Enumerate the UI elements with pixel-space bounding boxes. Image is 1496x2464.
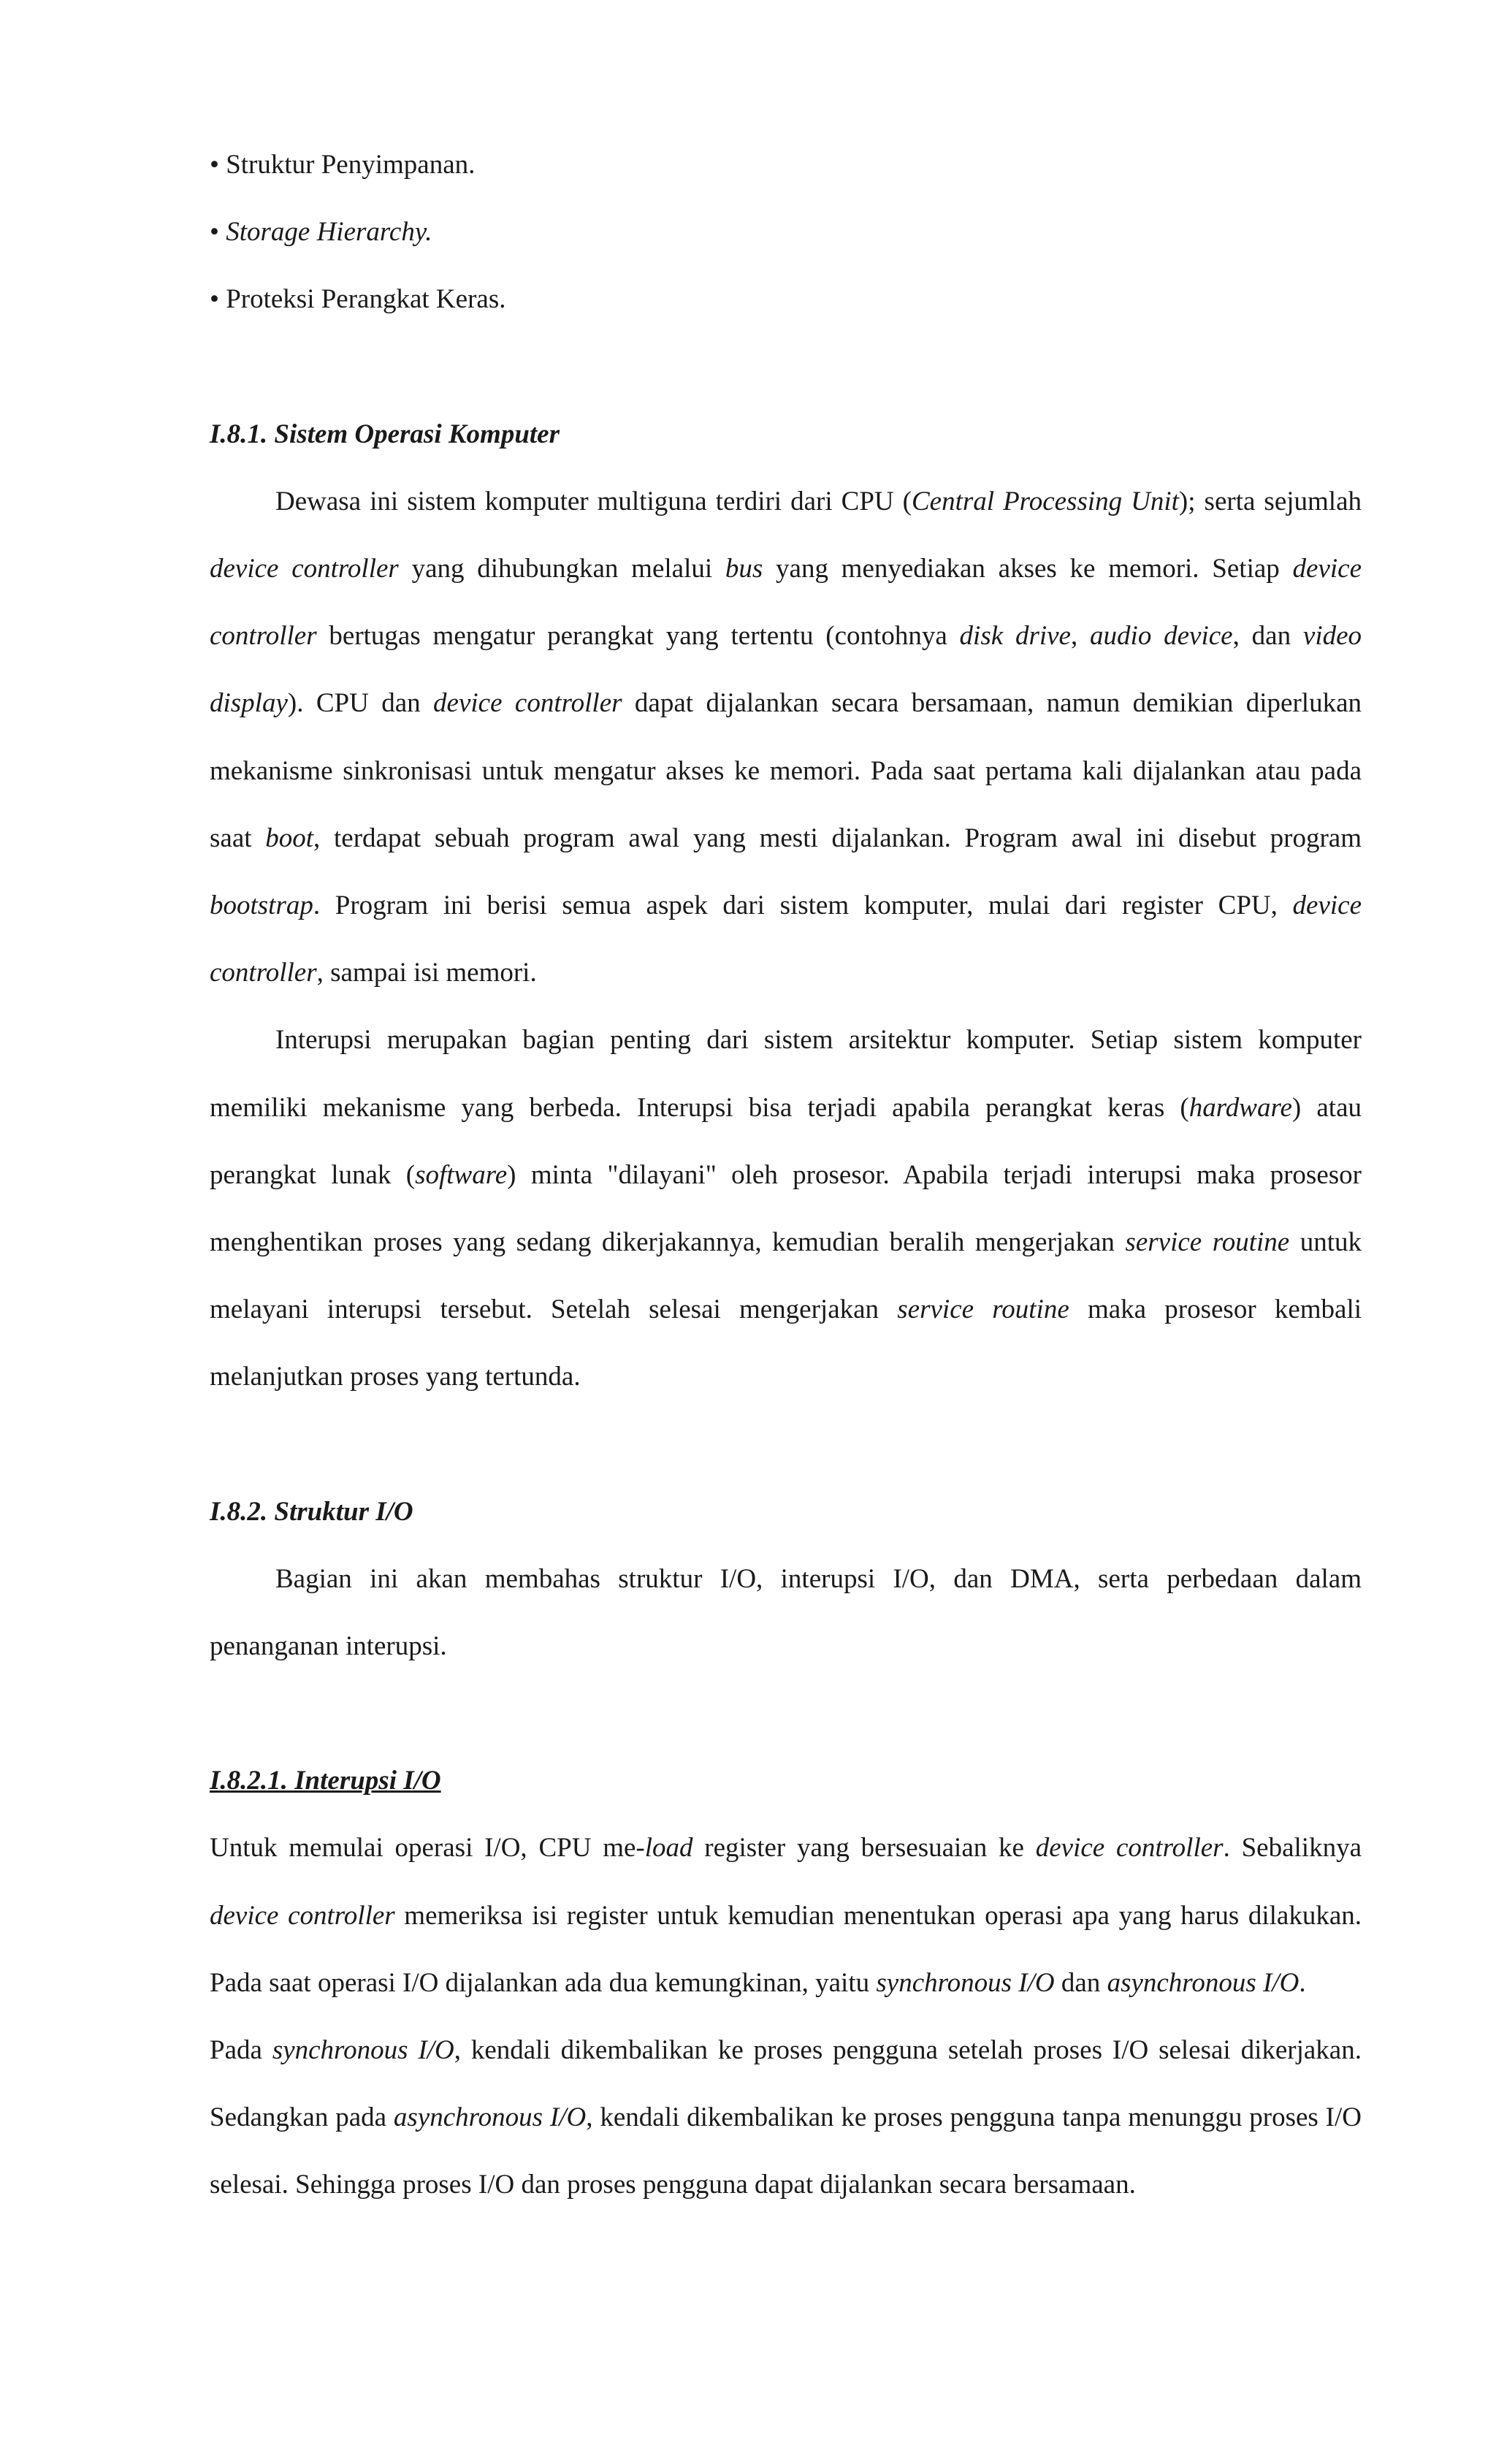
text-run: maka prosesor kembali melanjutkan proses yang tertunda.	[210, 1294, 1362, 1392]
text-run: ,	[1070, 621, 1091, 652]
italic-run: bus	[725, 554, 763, 584]
subsection-heading: I.8.2.1. Interupsi I/O	[210, 1766, 441, 1796]
text-run: . Sebaliknya	[1223, 1833, 1362, 1864]
italic-run: service routine	[1125, 1227, 1290, 1258]
text-run: memeriksa isi register untuk kemudian menentukan operasi apa yang harus dilakukan. Pada saat operasi I/O dijalankan ada dua kemungkinan, yaitu	[210, 1900, 1362, 1998]
text-run: .	[1299, 1967, 1306, 1998]
text-run: , kendali dikembalikan ke proses pengguna tanpa menunggu proses I/O selesai. Sehingga proses I/O dan proses pengguna dapat dijalankan secara bersamaan.	[210, 2102, 1362, 2200]
paragraph	[210, 2017, 1362, 2219]
italic-run: software	[415, 1159, 508, 1190]
paragraph	[210, 1815, 1362, 2017]
bullet-item: • Struktur Penyimpanan.	[210, 150, 476, 180]
text-run: dapat dijalankan secara bersamaan, namun demikian diperlukan mekanisme sinkronisasi untuk mengatur akses ke memori. Pada saat pertama kali dijalankan atau pada saat	[210, 688, 1362, 853]
text-run: ) minta "dilayani" oleh prosesor. Apabila terjadi interupsi maka prosesor menghentikan proses yang sedang dikerjakannya, kemudian beralih mengerjakan	[210, 1159, 1362, 1258]
text-run: yang dihubungkan melalui	[398, 554, 725, 584]
italic-run: load	[644, 1833, 693, 1864]
text-run: ). CPU dan	[287, 688, 434, 719]
text-run: ) atau perangkat lunak (	[210, 1092, 1362, 1190]
italic-run: video display	[210, 621, 1362, 719]
bullet-list	[210, 131, 1362, 334]
text-run: . Program ini berisi semua aspek dari sistem komputer, mulai dari register CPU,	[313, 890, 1293, 921]
text-run: Interupsi merupakan bagian penting dari sistem arsitektur komputer. Setiap sistem komputer memiliki mekanisme yang berbeda. Interupsi bisa terjadi apabila perangkat keras (	[210, 1025, 1362, 1123]
text-run: bertugas mengatur perangkat yang tertentu (contohnya	[316, 621, 960, 652]
paragraph	[210, 1007, 1362, 1411]
italic-run: synchronous I/O	[272, 2035, 454, 2066]
text-run: Bagian ini akan membahas struktur I/O, interupsi I/O, dan DMA, serta perbedaan dalam penanganan interupsi.	[210, 1563, 1362, 1662]
text-run: , kendali dikembalikan ke proses pengguna setelah proses I/O selesai dikerjakan. Sedangkan pada	[210, 2035, 1362, 2133]
bullet-item: • Storage Hierarchy.	[210, 217, 432, 248]
document-page	[210, 131, 1362, 2219]
italic-run: asynchronous I/O	[1107, 1967, 1300, 1998]
italic-run: device controller	[210, 554, 1362, 652]
bullet-item: • Proteksi Perangkat Keras.	[210, 284, 506, 315]
italic-run: device controller	[1035, 1833, 1224, 1864]
text-run: Pada	[210, 2035, 272, 2066]
paragraph	[210, 1546, 1362, 1680]
italic-run: disk drive	[959, 621, 1071, 652]
spacer	[210, 1411, 1362, 1479]
italic-run: device controller	[210, 554, 399, 584]
italic-run: audio device	[1090, 621, 1233, 652]
text-run: untuk melayani interupsi tersebut. Setelah selesai mengerjakan	[210, 1227, 1362, 1325]
text-run: register yang bersesuaian ke	[692, 1833, 1036, 1864]
spacer	[210, 334, 1362, 401]
italic-run: Central Processing Unit	[911, 486, 1179, 516]
text-run: Untuk memulai operasi I/O, CPU me-	[210, 1833, 645, 1864]
text-run: Dewasa ini sistem komputer multiguna terdiri dari CPU (	[275, 486, 912, 516]
italic-run: asynchronous I/O	[393, 2102, 587, 2133]
section-heading: I.8.1. Sistem Operasi Komputer	[210, 419, 560, 449]
text-run: , dan	[1232, 621, 1303, 652]
text-run: , terdapat sebuah program awal yang mesti dijalankan. Program awal ini disebut program	[313, 823, 1362, 853]
italic-run: hardware	[1188, 1092, 1292, 1123]
text-run: , sampai isi memori.	[316, 958, 537, 988]
text-run: ); serta sejumlah	[1178, 486, 1362, 516]
italic-run: bootstrap	[210, 890, 313, 921]
section-heading: I.8.2. Struktur I/O	[210, 1496, 413, 1527]
italic-run: device controller	[210, 890, 1362, 988]
text-run: yang menyediakan akses ke memori. Setiap	[763, 554, 1293, 584]
italic-run: device controller	[210, 1900, 395, 1931]
paragraph	[210, 468, 1362, 1007]
italic-run: device controller	[433, 688, 622, 719]
italic-run: service routine	[897, 1294, 1069, 1325]
italic-run: synchronous I/O	[876, 1967, 1055, 1998]
italic-run: boot	[265, 823, 314, 853]
text-run: dan	[1054, 1967, 1107, 1998]
spacer	[210, 1680, 1362, 1747]
